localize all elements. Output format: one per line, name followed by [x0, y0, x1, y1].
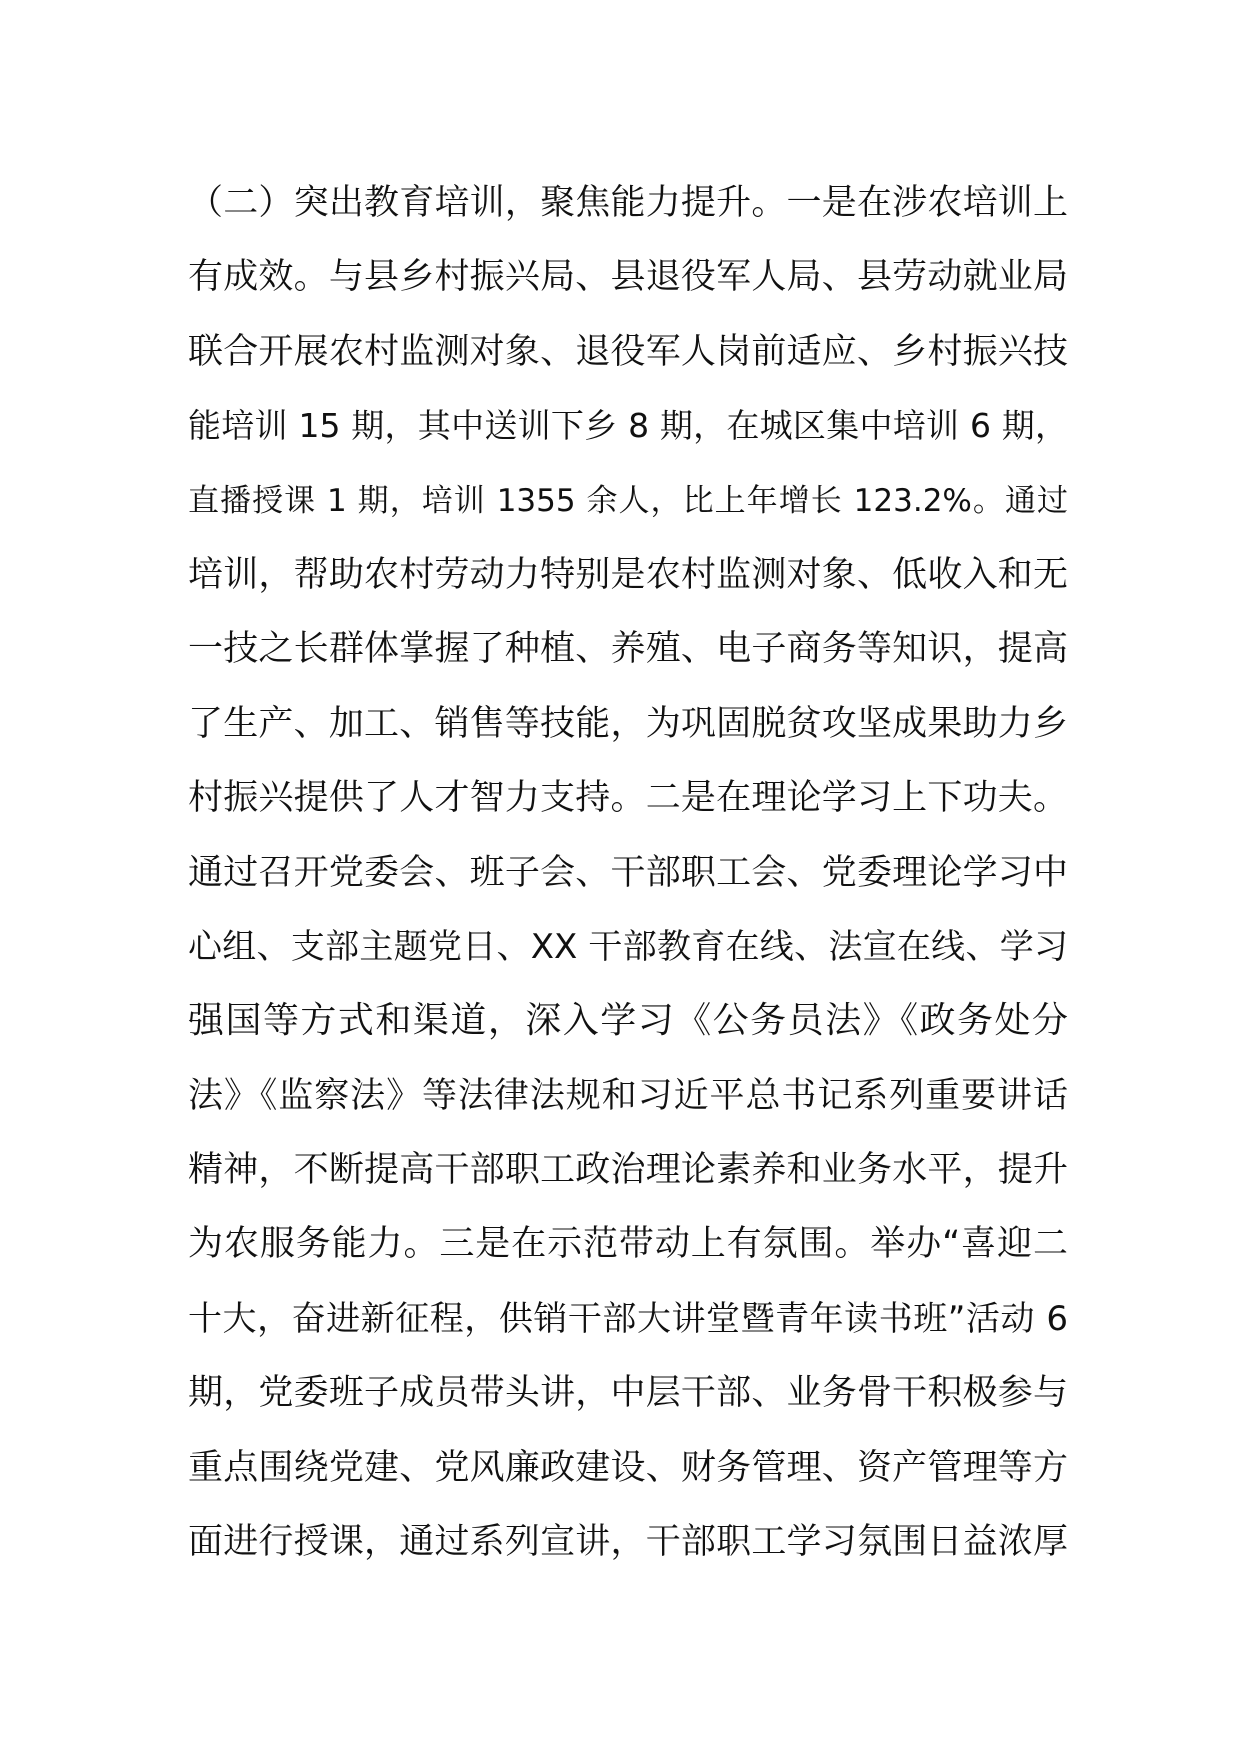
text-line: 为农服务能力。三是在示范带动上有氛围。举办“喜迎二 — [188, 1224, 1068, 1265]
text-line: 精神，不断提高干部职工政治理论素养和业务水平，提升 — [188, 1150, 1068, 1191]
text-line: 十大，奋进新征程，供销干部大讲堂暨青年读书班”活动 6 — [188, 1298, 1068, 1339]
text-line: 了生产、加工、销售等技能，为巩固脱贫攻坚成果助力乡 — [188, 703, 1068, 744]
text-line: 面进行授课，通过系列宣讲，干部职工学习氛围日益浓厚 — [188, 1522, 1068, 1563]
text-line: 能培训 15 期，其中送训下乡 8 期，在城区集中培训 6 期， — [188, 406, 1068, 446]
text-line: 培训，帮助农村劳动力特别是农村监测对象、低收入和无 — [188, 554, 1068, 595]
text-line: 强国等方式和渠道，深入学习《公务员法》《政务处分 — [188, 1000, 1068, 1042]
text-line: 一技之长群体掌握了种植、养殖、电子商务等知识，提高 — [188, 629, 1068, 670]
text-line: 联合开展农村监测对象、退役军人岗前适应、乡村振兴技 — [188, 331, 1068, 372]
text-line: 村振兴提供了人才智力支持。二是在理论学习上下功夫。 — [188, 778, 1068, 819]
text-line: 重点围绕党建、党风廉政建设、财务管理、资产管理等方 — [188, 1447, 1068, 1488]
text-line: 法》《监察法》等法律法规和习近平总书记系列重要讲话 — [188, 1075, 1068, 1116]
text-line: 有成效。与县乡村振兴局、县退役军人局、县劳动就业局 — [188, 257, 1068, 298]
text-line: 直播授课 1 期，培训 1355 余人，比上年增长 123.2%。通过 — [188, 482, 1068, 519]
body-paragraph — [188, 166, 1068, 1579]
text-line: 心组、支部主题党日、XX 干部教育在线、法宣在线、学习 — [188, 926, 1068, 967]
text-line: 期，党委班子成员带头讲，中层干部、业务骨干积极参与 — [188, 1373, 1068, 1414]
text-line: 通过召开党委会、班子会、干部职工会、党委理论学习中 — [188, 852, 1068, 893]
text-line: （二）突出教育培训，聚焦能力提升。一是在涉农培训上 — [188, 183, 1068, 223]
